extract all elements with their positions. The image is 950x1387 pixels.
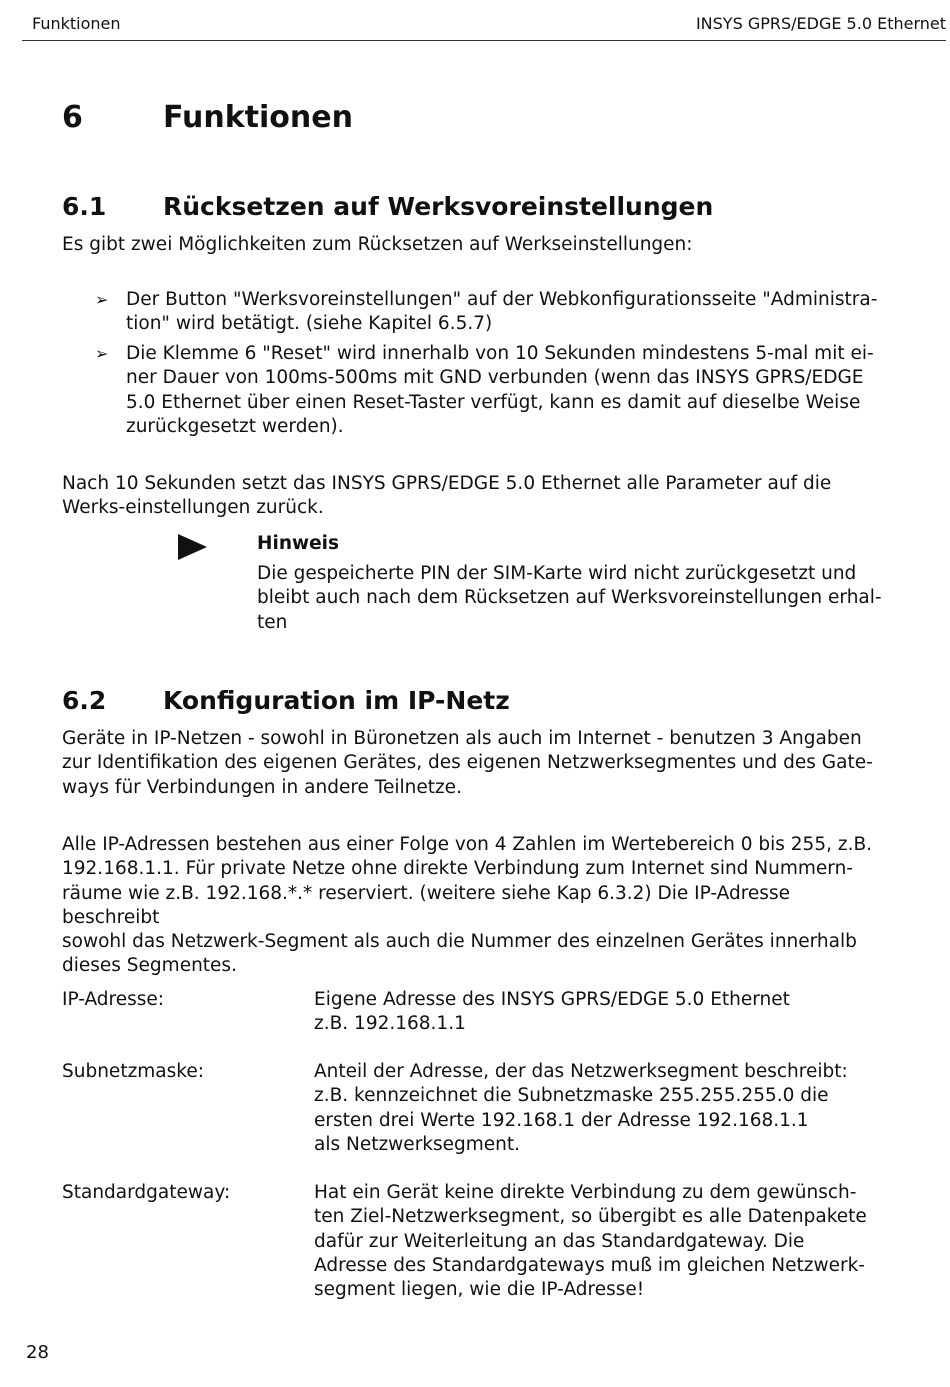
bullet-item-1 [95,288,890,337]
chapter-title: Funktionen [163,100,353,135]
definition-line: Adresse des Standardgateways muß im gleichen Netzwerk- [314,1254,865,1276]
arrow-bullet-icon: ➢ [95,290,109,309]
bullet-1-line: tion" wird betätigt. (siehe Kapitel 6.5.7) [126,313,493,335]
paragraph-line: zur Identifikation des eigenen Gerätes, des eigenen Netzwerksegmentes und des Gate- [62,752,873,774]
bullet-2-line: zurückgesetzt werden). [126,415,344,437]
term-ip-address: IP-Adresse: [62,989,165,1010]
section-6-1-intro: Es gibt zwei Möglichkeiten zum Rücksetzen auf Werkseinstellungen: [62,234,693,255]
definition-line: Eigene Adresse des INSYS GPRS/EDGE 5.0 Ethernet [314,989,790,1010]
header-product: INSYS GPRS/EDGE 5.0 Ethernet [695,14,946,33]
definition-subnet-mask [314,1060,884,1157]
chapter-heading [62,98,353,138]
hint-line: bleibt auch nach dem Rücksetzen auf Werksvoreinstellungen erhal- [257,587,882,609]
definition-line: z.B. 192.168.1.1 [314,1013,466,1035]
definition-line: segment liegen, wie die IP-Adresse! [314,1279,645,1301]
paragraph-line: Nach 10 Sekunden setzt das INSYS GPRS/EDGE 5.0 Ethernet alle Parameter auf die [62,473,832,494]
ip-address-paragraph [62,833,892,979]
ip-intro-paragraph [62,727,892,800]
reset-paragraph [62,472,892,521]
term-default-gateway: Standardgateway: [62,1182,231,1203]
page-header [22,10,946,41]
term-subnet-mask: Subnetzmaske: [62,1061,204,1082]
definition-line: ten Ziel-Netzwerksegment, so übergibt es alle Datenpakete [314,1206,867,1228]
hint-line: ten [257,611,288,633]
section-6-1-title: Rücksetzen auf Werksvoreinstellungen [163,192,714,221]
bullet-2-line: ner Dauer von 100ms-500ms mit GND verbunden (wenn das INSYS GPRS/EDGE [126,367,864,389]
paragraph-line: dieses Segmentes. [62,955,237,977]
hint-title: Hinweis [257,533,339,554]
bullet-item-2 [95,342,890,439]
definition-default-gateway [314,1181,884,1302]
definition-line: dafür zur Weiterleitung an das Standardgateway. Die [314,1230,805,1252]
arrow-bullet-icon: ➢ [95,344,109,363]
bullet-1-line: Der Button "Werksvoreinstellungen" auf der Webkonfigurationsseite "Administra- [126,289,878,310]
section-6-2-heading [62,684,510,718]
section-6-2-number: 6.2 [62,686,107,715]
page-number: 28 [26,1342,49,1363]
section-6-1-number: 6.1 [62,192,107,221]
hint-line: Die gespeicherte PIN der SIM-Karte wird nicht zurückgesetzt und [257,563,857,584]
paragraph-line: 192.168.1.1. Für private Netze ohne direkte Verbindung zum Internet sind Nummern- [62,858,853,880]
hint-arrow-icon [178,534,207,560]
header-chapter: Funktionen [32,14,121,33]
hint-body [257,562,887,635]
paragraph-line: Geräte in IP-Netzen - sowohl in Büronetzen als auch im Internet - benutzen 3 Angaben [62,728,862,749]
definition-line: Anteil der Adresse, der das Netzwerksegment beschreibt: [314,1061,848,1082]
paragraph-line: Alle IP-Adressen bestehen aus einer Folge von 4 Zahlen im Wertebereich 0 bis 255, z.B. [62,834,873,855]
definition-line: als Netzwerksegment. [314,1133,521,1155]
section-6-1-heading [62,190,713,224]
section-6-2-title: Konfiguration im IP-Netz [163,686,510,715]
paragraph-line: Werks-einstellungen zurück. [62,497,324,519]
paragraph-line: ways für Verbindungen in andere Teilnetze. [62,776,462,798]
paragraph-line: räume wie z.B. 192.168.*.* reserviert. (weitere siehe Kap 6.3.2) Die IP-Adresse beschreibt [62,882,790,928]
definition-line: z.B. kennzeichnet die Subnetzmaske 255.255.255.0 die [314,1085,829,1107]
bullet-2-line: 5.0 Ethernet über einen Reset-Taster verfügt, kann es damit auf dieselbe Weise [126,391,861,413]
definition-line: ersten drei Werte 192.168.1 der Adresse 192.168.1.1 [314,1109,809,1131]
paragraph-line: sowohl das Netzwerk-Segment als auch die Nummer des einzelnen Gerätes innerhalb [62,931,857,953]
definition-line: Hat ein Gerät keine direkte Verbindung zu dem gewünsch- [314,1182,857,1203]
chapter-number: 6 [62,100,83,135]
bullet-2-line: Die Klemme 6 "Reset" wird innerhalb von 10 Sekunden mindestens 5-mal mit ei- [126,343,874,364]
definition-ip-address [314,988,884,1037]
